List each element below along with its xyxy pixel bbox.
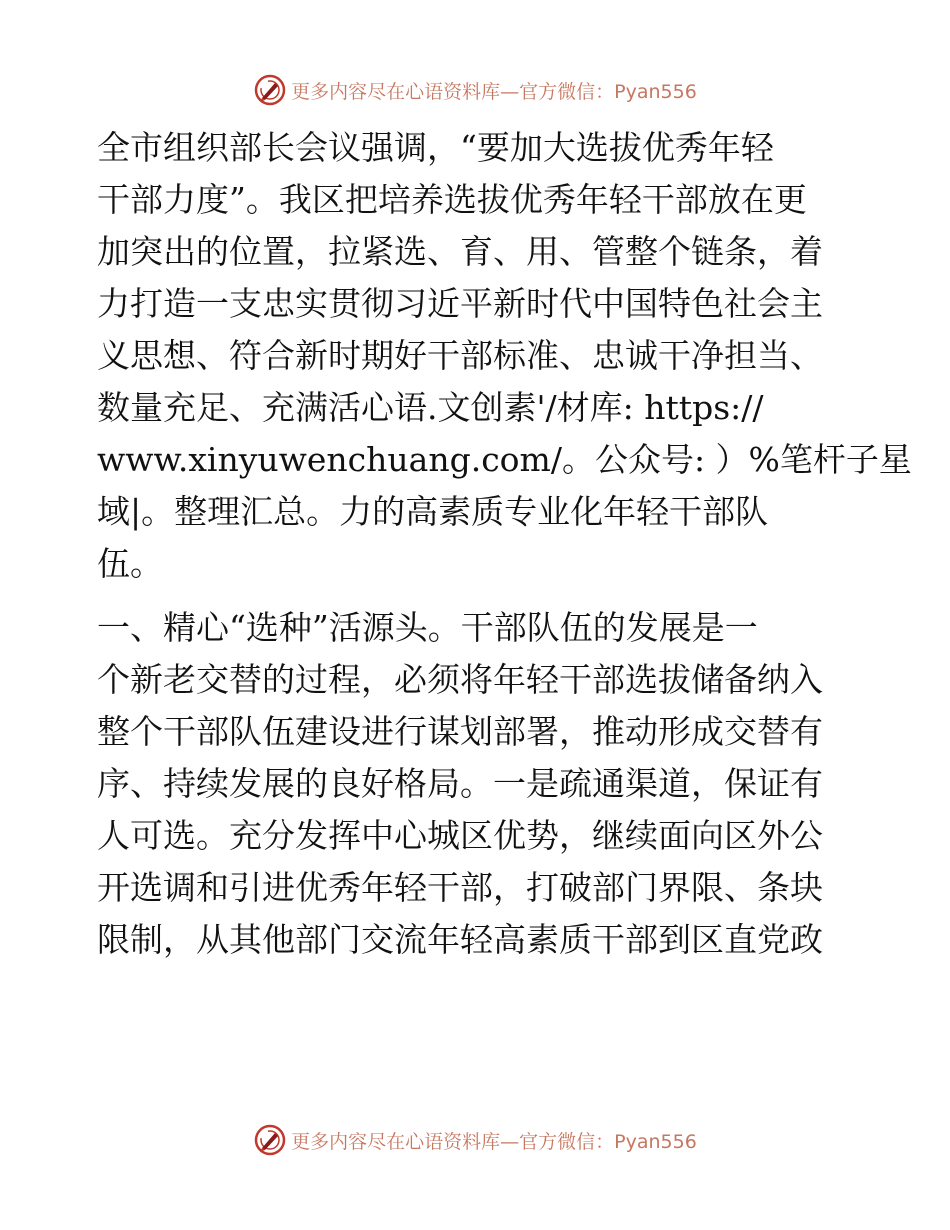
paragraph-intro bbox=[97, 122, 912, 590]
text-line: 一、精心“选种”活源头。干部队伍的发展是一 bbox=[97, 608, 758, 647]
text-line: 个新老交替的过程，必须将年轻干部选拔储备纳入 bbox=[97, 660, 823, 699]
text-line: 力打造一支忠实贯彻习近平新时代中国特色社会主 bbox=[97, 284, 823, 323]
text-line: 干部力度”。我区把培养选拔优秀年轻干部放在更 bbox=[97, 180, 807, 219]
brand-logo-icon bbox=[253, 1123, 287, 1157]
header-banner-text bbox=[291, 77, 697, 104]
text-line: 开选调和引进优秀年轻干部，打破部门界限、条块 bbox=[97, 868, 823, 907]
paragraph-section-one bbox=[97, 602, 857, 966]
text-line: 限制，从其他部门交流年轻高素质干部到区直党政 bbox=[97, 920, 823, 959]
header-banner-label: 更多内容尽在心语资料库—官方微信： bbox=[291, 80, 615, 103]
text-line: 整个干部队伍建设进行谋划部署，推动形成交替有 bbox=[97, 712, 823, 751]
text-line: 数量充足、充满活心语.文创素'/材库: https:// bbox=[97, 388, 764, 427]
footer-banner-wechat-id: Pyan556 bbox=[614, 1130, 697, 1153]
text-line: 伍。 bbox=[97, 544, 163, 583]
text-line: www.xinyuwenchuang.com/。公众号: ）%笔杆子星 bbox=[97, 440, 912, 479]
header-banner bbox=[0, 70, 950, 110]
text-line: 人可选。充分发挥中心城区优势，继续面向区外公 bbox=[97, 816, 823, 855]
footer-banner-label: 更多内容尽在心语资料库—官方微信： bbox=[291, 1130, 615, 1153]
document-body bbox=[97, 122, 912, 966]
brand-logo-icon bbox=[253, 73, 287, 107]
footer-banner bbox=[0, 1120, 950, 1160]
text-line: 加突出的位置，拉紧选、育、用、管整个链条，着 bbox=[97, 232, 823, 271]
text-line: 序、持续发展的良好格局。一是疏通渠道，保证有 bbox=[97, 764, 823, 803]
header-banner-wechat-id: Pyan556 bbox=[614, 80, 697, 103]
text-line: 全市组织部长会议强调，“要加大选拔优秀年轻 bbox=[97, 128, 774, 167]
text-line: 域|。整理汇总。力的高素质专业化年轻干部队 bbox=[97, 492, 769, 531]
footer-banner-text bbox=[291, 1127, 697, 1154]
text-line: 义思想、符合新时期好干部标准、忠诚干净担当、 bbox=[97, 336, 823, 375]
